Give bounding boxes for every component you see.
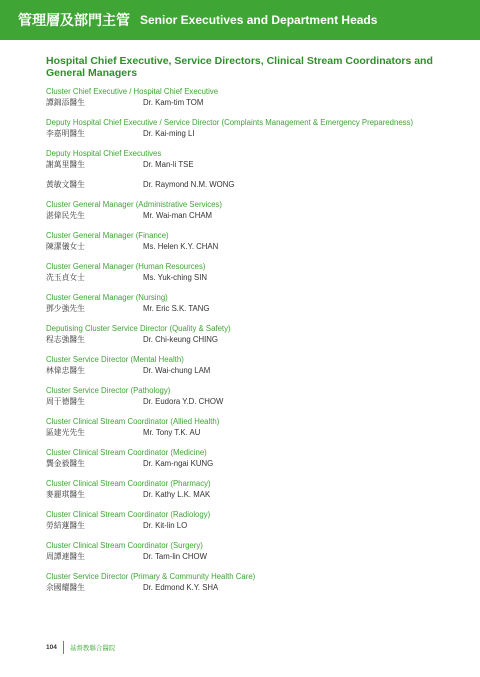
person-row: [46, 396, 466, 407]
role-title: Deputy Hospital Chief Executives: [46, 149, 162, 158]
role-title: Deputy Hospital Chief Executive / Service Director (Complaints Management & Emergency Preparedness): [46, 118, 414, 127]
executive-entry: [46, 230, 466, 252]
person-name-english: Mr. Wai-man CHAM: [143, 211, 213, 220]
person-name-english: Dr. Man-li TSE: [143, 160, 194, 169]
person-name-english: Dr. Kathy L.K. MAK: [143, 490, 211, 499]
person-row: [46, 582, 466, 593]
executive-entry: [46, 199, 466, 221]
section-title: Hospital Chief Executive, Service Directors, Clinical Stream Coordinators and General Managers: [46, 55, 433, 79]
page-header: [0, 0, 480, 40]
executive-entry: [46, 571, 466, 593]
executive-entry: [46, 148, 466, 190]
role-title: Cluster Service Director (Pathology): [46, 386, 171, 395]
person-row: [46, 365, 466, 376]
executive-entry: [46, 354, 466, 376]
role-title: Cluster Service Director (Mental Health): [46, 355, 184, 364]
person-row: [46, 303, 466, 314]
person-row: [46, 551, 466, 562]
header-title-english: Senior Executives and Department Heads: [140, 13, 378, 27]
person-name-english: Ms. Helen K.Y. CHAN: [143, 242, 219, 251]
role-title: Deputising Cluster Service Director (Quality & Safety): [46, 324, 231, 333]
role-title: Cluster Clinical Stream Coordinator (Pharmacy): [46, 479, 211, 488]
person-row: [46, 241, 466, 252]
person-name-chinese: 周于德醫生: [46, 397, 85, 406]
person-row: [46, 159, 466, 170]
person-name-chinese: 湛偉民先生: [46, 211, 85, 220]
page-number: 104: [46, 643, 57, 651]
person-row: [46, 272, 466, 283]
person-name-english: Mr. Eric S.K. TANG: [143, 304, 210, 313]
executive-entry: [46, 509, 466, 531]
person-name-english: Dr. Kam-tim TOM: [143, 98, 204, 107]
person-name-chinese: 佘國耀醫生: [46, 583, 85, 592]
person-name-chinese: 謝萬里醫生: [46, 160, 85, 169]
person-name-chinese: 陳潔儀女士: [46, 242, 85, 251]
person-row: [46, 458, 466, 469]
person-name-english: Dr. Kai-ming LI: [143, 129, 195, 138]
footer-divider: [63, 641, 64, 654]
executive-entry: [46, 261, 466, 283]
person-name-chinese: 區建光先生: [46, 428, 85, 437]
executive-entry: [46, 86, 466, 108]
person-name-english: Dr. Kam-ngai KUNG: [143, 459, 214, 468]
role-title: Cluster Clinical Stream Coordinator (Allied Health): [46, 417, 220, 426]
person-name-chinese: 龔金毅醫生: [46, 459, 85, 468]
person-name-chinese: 麥麗琪醫生: [46, 490, 85, 499]
person-row: [46, 520, 466, 531]
role-title: Cluster General Manager (Nursing): [46, 293, 168, 302]
person-name-english: Dr. Raymond N.M. WONG: [143, 180, 235, 189]
person-name-chinese: 程志強醫生: [46, 335, 85, 344]
person-name-english: Dr. Tam-lin CHOW: [143, 552, 207, 561]
person-name-chinese: 冼玉貞女士: [46, 273, 85, 282]
executive-entry: [46, 416, 466, 438]
person-row: [46, 334, 466, 345]
person-name-chinese: 黃敏文醫生: [46, 180, 85, 189]
person-row: [46, 97, 466, 108]
executive-entry: [46, 478, 466, 500]
person-name-chinese: 李嘉明醫生: [46, 129, 85, 138]
person-name-english: Mr. Tony T.K. AU: [143, 428, 201, 437]
role-title: Cluster Chief Executive / Hospital Chief Executive: [46, 87, 219, 96]
executive-entry: [46, 323, 466, 345]
executive-entry: [46, 540, 466, 562]
person-row: [46, 128, 466, 139]
role-title: Cluster General Manager (Human Resources): [46, 262, 206, 271]
person-name-chinese: 鄧少強先生: [46, 304, 85, 313]
footer-hospital-name: 基督教聯合醫院: [69, 643, 116, 652]
person-name-english: Dr. Edmond K.Y. SHA: [143, 583, 219, 592]
page-footer: [46, 640, 115, 654]
executive-entry: [46, 292, 466, 314]
person-row: [46, 489, 466, 500]
person-name-english: Dr. Kit-lin LO: [143, 521, 188, 530]
person-row: [46, 179, 466, 190]
person-name-chinese: 周譚連醫生: [46, 552, 85, 561]
role-title: Cluster Clinical Stream Coordinator (Medicine): [46, 448, 207, 457]
header-title-chinese: 管理層及部門主管: [18, 13, 130, 29]
executive-entry: [46, 447, 466, 469]
role-title: Cluster General Manager (Administrative Services): [46, 200, 222, 209]
person-name-english: Dr. Chi-keung CHING: [143, 335, 218, 344]
person-name-chinese: 勞結蓮醫生: [46, 521, 85, 530]
person-row: [46, 427, 466, 438]
role-title: Cluster Clinical Stream Coordinator (Radiology): [46, 510, 211, 519]
role-title: Cluster Clinical Stream Coordinator (Surgery): [46, 541, 203, 550]
person-name-chinese: 譚錦添醫生: [46, 98, 85, 107]
role-title: Cluster General Manager (Finance): [46, 231, 169, 240]
executive-entry: [46, 385, 466, 407]
person-name-english: Dr. Eudora Y.D. CHOW: [143, 397, 224, 406]
person-name-english: Dr. Wai-chung LAM: [143, 366, 211, 375]
person-name-english: Ms. Yuk-ching SIN: [143, 273, 207, 282]
person-row: [46, 210, 466, 221]
executive-entry: [46, 117, 466, 139]
role-title: Cluster Service Director (Primary & Community Health Care): [46, 572, 256, 581]
executive-list: [46, 86, 466, 602]
person-name-chinese: 林偉忠醫生: [46, 366, 85, 375]
